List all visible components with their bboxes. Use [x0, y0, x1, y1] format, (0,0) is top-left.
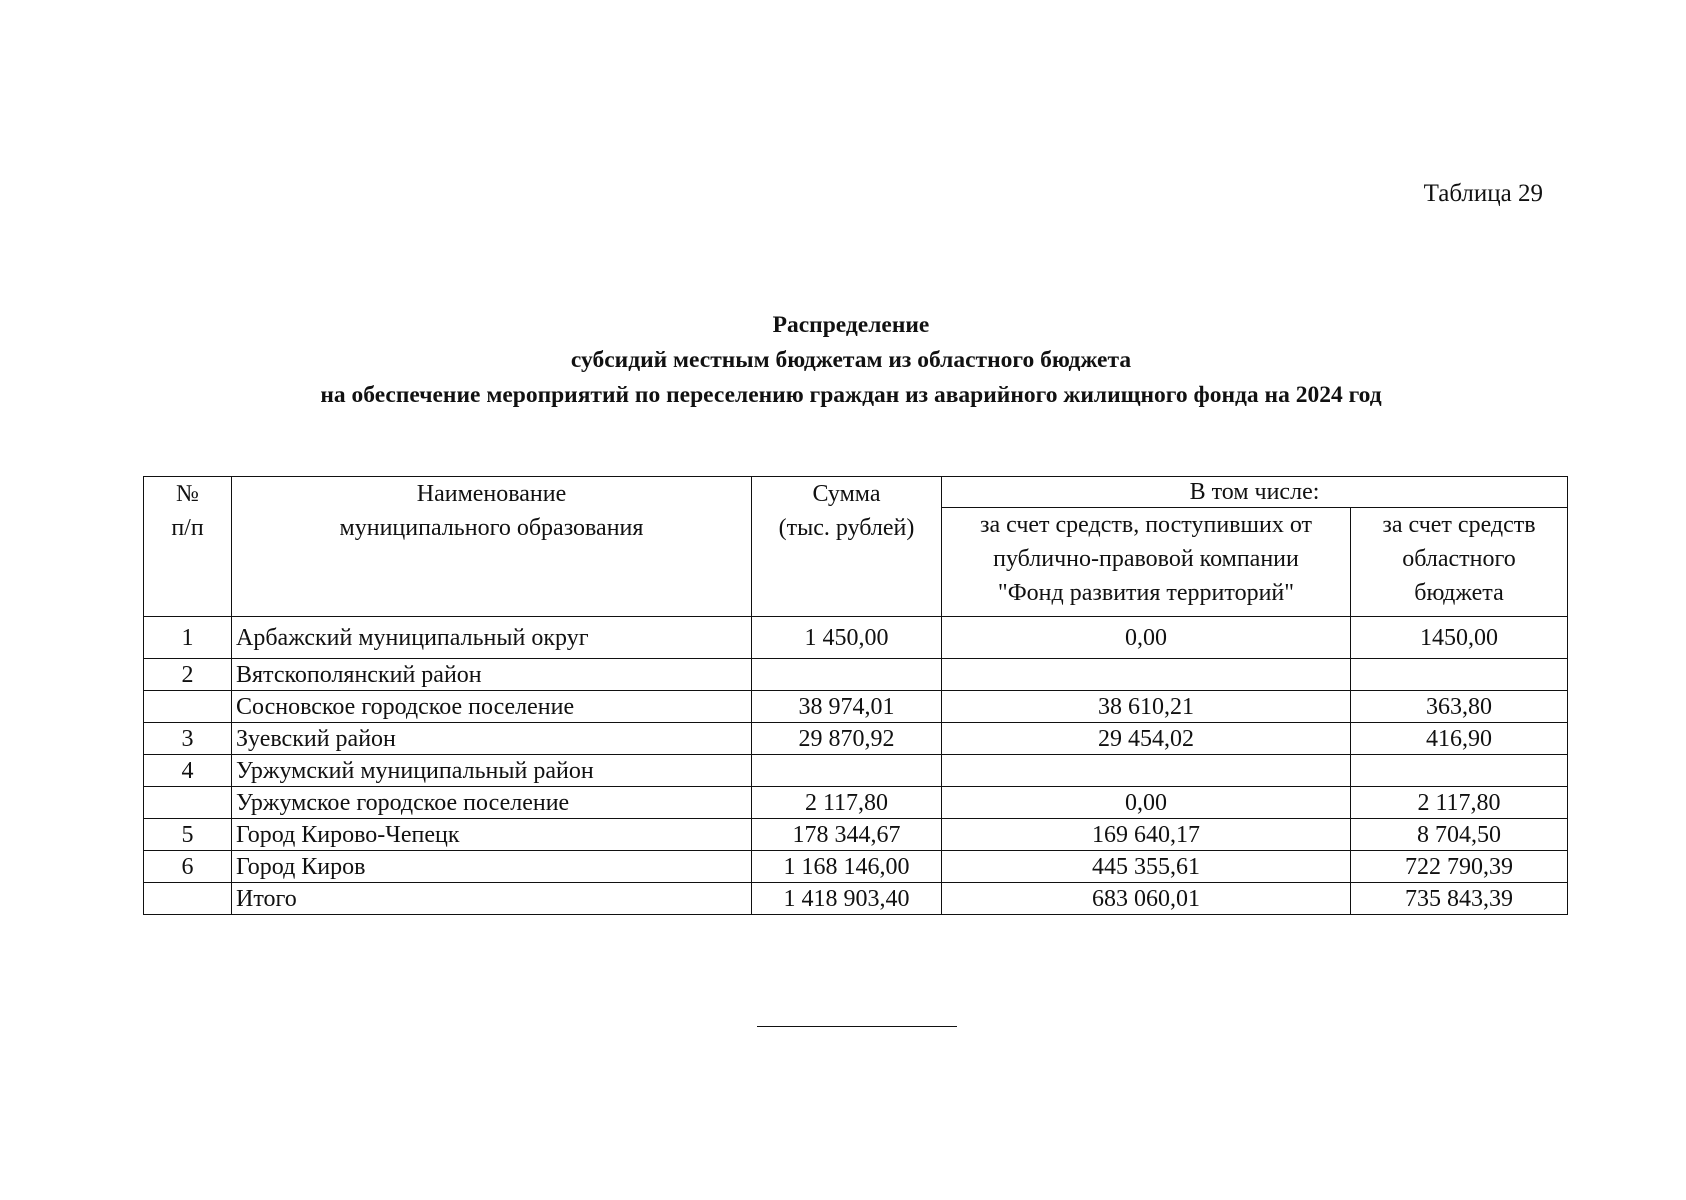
row-fund: 38 610,21 — [942, 691, 1351, 723]
total-row — [144, 883, 1568, 915]
table-row — [144, 851, 1568, 883]
row-regional: 735 843,39 — [1351, 883, 1568, 915]
header-name: Наименование муниципального образования — [232, 477, 752, 617]
row-name: Итого — [232, 883, 752, 915]
row-name: Город Киров — [232, 851, 752, 883]
row-name: Зуевский район — [232, 723, 752, 755]
row-regional: 363,80 — [1351, 691, 1568, 723]
document-title — [0, 308, 1686, 413]
row-sum: 2 117,80 — [752, 787, 942, 819]
row-sum: 1 168 146,00 — [752, 851, 942, 883]
row-sum — [752, 659, 942, 691]
row-regional: 416,90 — [1351, 723, 1568, 755]
header-fund: за счет средств, поступивших от публично-правовой компании "Фонд развития территорий" — [942, 508, 1351, 617]
table-row — [144, 819, 1568, 851]
table-row — [144, 787, 1568, 819]
row-num: 2 — [144, 659, 232, 691]
row-sum: 38 974,01 — [752, 691, 942, 723]
header-regional: за счет средств областного бюджета — [1351, 508, 1568, 617]
row-name: Уржумский муниципальный район — [232, 755, 752, 787]
row-regional: 722 790,39 — [1351, 851, 1568, 883]
row-name: Арбажский муниципальный округ — [232, 617, 752, 659]
row-fund — [942, 659, 1351, 691]
row-regional — [1351, 659, 1568, 691]
row-fund: 445 355,61 — [942, 851, 1351, 883]
row-num — [144, 883, 232, 915]
row-regional: 8 704,50 — [1351, 819, 1568, 851]
row-num: 5 — [144, 819, 232, 851]
table-row — [144, 691, 1568, 723]
table-row — [144, 617, 1568, 659]
row-num — [144, 691, 232, 723]
title-line-2: субсидий местным бюджетам из областного бюджета — [570, 347, 1132, 373]
row-num: 1 — [144, 617, 232, 659]
table-row — [144, 755, 1568, 787]
table-number: Таблица 29 — [1423, 180, 1543, 207]
row-fund — [942, 755, 1351, 787]
table-row — [144, 659, 1568, 691]
row-name: Сосновское городское поселение — [232, 691, 752, 723]
title-line-3: на обеспечение мероприятий по переселению граждан из аварийного жилищного фонда на 2024 год — [320, 382, 1382, 408]
title-line-1: Распределение — [772, 312, 930, 338]
row-num: 3 — [144, 723, 232, 755]
header-including: В том числе: — [942, 477, 1568, 508]
header-sum: Сумма (тыс. рублей) — [752, 477, 942, 617]
row-num: 6 — [144, 851, 232, 883]
row-sum — [752, 755, 942, 787]
row-num: 4 — [144, 755, 232, 787]
row-sum: 29 870,92 — [752, 723, 942, 755]
end-of-table-rule — [757, 1026, 957, 1027]
row-name: Город Кирово-Чепецк — [232, 819, 752, 851]
row-fund: 0,00 — [942, 617, 1351, 659]
row-regional: 2 117,80 — [1351, 787, 1568, 819]
row-fund: 0,00 — [942, 787, 1351, 819]
row-name: Уржумское городское поселение — [232, 787, 752, 819]
row-sum: 1 418 903,40 — [752, 883, 942, 915]
table-row — [144, 723, 1568, 755]
row-fund: 169 640,17 — [942, 819, 1351, 851]
header-row-1 — [144, 477, 1568, 508]
row-sum: 1 450,00 — [752, 617, 942, 659]
row-fund: 683 060,01 — [942, 883, 1351, 915]
row-num — [144, 787, 232, 819]
row-fund: 29 454,02 — [942, 723, 1351, 755]
row-name: Вятскополянский район — [232, 659, 752, 691]
subsidy-table — [143, 476, 1568, 915]
row-regional: 1450,00 — [1351, 617, 1568, 659]
header-num: № п/п — [144, 477, 232, 617]
row-sum: 178 344,67 — [752, 819, 942, 851]
row-regional — [1351, 755, 1568, 787]
